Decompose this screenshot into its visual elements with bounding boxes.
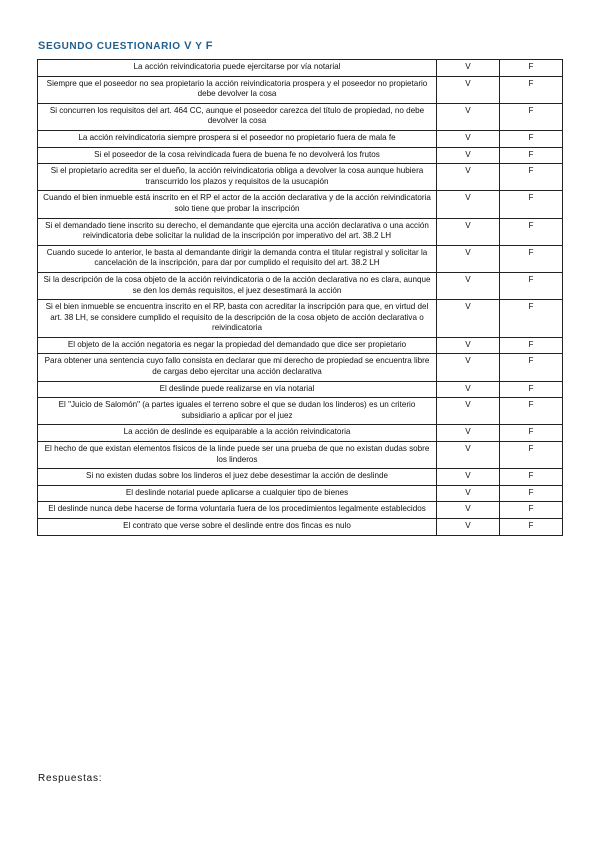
- true-option[interactable]: V: [437, 191, 500, 218]
- question-statement: Para obtener una sentencia cuyo fallo consista en declarar que mi derecho de propiedad se encuentra libre de cargas debo ejercitar una acción declarativa: [38, 354, 437, 381]
- title-f: F: [205, 40, 214, 52]
- question-statement: Si concurren los requisitos del art. 464 CC, aunque el poseedor carezca del título de propiedad, no debe devolver la cosa: [38, 103, 437, 130]
- questionnaire-table: [37, 59, 563, 536]
- false-option[interactable]: F: [500, 147, 563, 164]
- question-statement: El deslinde nunca debe hacerse de forma voluntaria fuera de los procedimientos legalmente establecidos: [38, 502, 437, 519]
- true-option[interactable]: V: [437, 425, 500, 442]
- true-option[interactable]: V: [437, 469, 500, 486]
- false-option[interactable]: F: [500, 337, 563, 354]
- question-statement: La acción reivindicatoria siempre prospera si el poseedor no propietario fuera de mala fe: [38, 130, 437, 147]
- title-v: V: [184, 40, 193, 52]
- question-row: [38, 103, 563, 130]
- question-statement: Siempre que el poseedor no sea propietario la acción reivindicatoria prospera y el poseedor no propietario debe devolver la cosa: [38, 76, 437, 103]
- question-statement: El "Juicio de Salomón" (a partes iguales el terreno sobre el que se dudan los linderos) es un criterio subsidiario a aplicar por el juez: [38, 398, 437, 425]
- question-row: [38, 164, 563, 191]
- true-option[interactable]: V: [437, 272, 500, 299]
- false-option[interactable]: F: [500, 442, 563, 469]
- question-row: [38, 381, 563, 398]
- true-option[interactable]: V: [437, 442, 500, 469]
- true-option[interactable]: V: [437, 398, 500, 425]
- question-statement: La acción de deslinde es equiparable a la acción reivindicatoria: [38, 425, 437, 442]
- true-option[interactable]: V: [437, 76, 500, 103]
- question-row: [38, 354, 563, 381]
- question-statement: Cuando el bien inmueble está inscrito en el RP el actor de la acción declarativa y de la acción reivindicatoria solo tiene que probar la inscripción: [38, 191, 437, 218]
- question-statement: Si el bien inmueble se encuentra inscrito en el RP, basta con acreditar la inscripción para que, en virtud del art. 38 LH, se considere cumplido el requisito de la descripción de la cosa objeto de acción declarativa o reivindicatoria: [38, 300, 437, 338]
- question-statement: Si la descripción de la cosa objeto de la acción reivindicatoria o de la acción declarativa no es clara, aunque se den los demás requisitos, el juez desestimará la acción: [38, 272, 437, 299]
- question-row: [38, 245, 563, 272]
- false-option[interactable]: F: [500, 519, 563, 536]
- title-y: Y: [195, 41, 203, 52]
- question-statement: El deslinde notarial puede aplicarse a cualquier tipo de bienes: [38, 485, 437, 502]
- question-row: [38, 76, 563, 103]
- question-statement: El deslinde puede realizarse en vía notarial: [38, 381, 437, 398]
- question-statement: La acción reivindicatoria puede ejercitarse por vía notarial: [38, 60, 437, 77]
- question-row: [38, 469, 563, 486]
- question-row: [38, 272, 563, 299]
- true-option[interactable]: V: [437, 164, 500, 191]
- true-option[interactable]: V: [437, 300, 500, 338]
- title-initial: S: [38, 40, 46, 52]
- title-text: EGUNDO CUESTIONARIO: [45, 41, 181, 52]
- false-option[interactable]: F: [500, 76, 563, 103]
- true-option[interactable]: V: [437, 354, 500, 381]
- true-option[interactable]: V: [437, 218, 500, 245]
- false-option[interactable]: F: [500, 485, 563, 502]
- false-option[interactable]: F: [500, 300, 563, 338]
- question-row: [38, 425, 563, 442]
- true-option[interactable]: V: [437, 381, 500, 398]
- false-option[interactable]: F: [500, 354, 563, 381]
- question-row: [38, 60, 563, 77]
- true-option[interactable]: V: [437, 337, 500, 354]
- false-option[interactable]: F: [500, 272, 563, 299]
- false-option[interactable]: F: [500, 191, 563, 218]
- question-row: [38, 485, 563, 502]
- question-row: [38, 398, 563, 425]
- false-option[interactable]: F: [500, 469, 563, 486]
- true-option[interactable]: V: [437, 60, 500, 77]
- false-option[interactable]: F: [500, 130, 563, 147]
- question-row: [38, 147, 563, 164]
- true-option[interactable]: V: [437, 502, 500, 519]
- question-row: [38, 502, 563, 519]
- question-statement: Cuando sucede lo anterior, le basta al demandante dirigir la demanda contra el titular registral y solicitar la cancelación de la inscripción, para dar por cumplido el requisito del art. 38.2 LH: [38, 245, 437, 272]
- page-title: [38, 40, 213, 52]
- question-row: [38, 337, 563, 354]
- true-option[interactable]: V: [437, 485, 500, 502]
- true-option[interactable]: V: [437, 130, 500, 147]
- true-option[interactable]: V: [437, 519, 500, 536]
- question-statement: El hecho de que existan elementos físicos de la linde puede ser una prueba de que no existan dudas sobre los linderos: [38, 442, 437, 469]
- questionnaire-body: [38, 60, 563, 536]
- false-option[interactable]: F: [500, 164, 563, 191]
- question-row: [38, 218, 563, 245]
- false-option[interactable]: F: [500, 218, 563, 245]
- question-statement: Si no existen dudas sobre los linderos el juez debe desestimar la acción de deslinde: [38, 469, 437, 486]
- answers-label: Respuestas:: [38, 773, 103, 784]
- question-statement: Si el poseedor de la cosa reivindicada fuera de buena fe no devolverá los frutos: [38, 147, 437, 164]
- true-option[interactable]: V: [437, 103, 500, 130]
- false-option[interactable]: F: [500, 502, 563, 519]
- question-statement: El objeto de la acción negatoria es negar la propiedad del demandado que dice ser propietario: [38, 337, 437, 354]
- false-option[interactable]: F: [500, 425, 563, 442]
- false-option[interactable]: F: [500, 398, 563, 425]
- true-option[interactable]: V: [437, 147, 500, 164]
- question-row: [38, 442, 563, 469]
- question-row: [38, 300, 563, 338]
- false-option[interactable]: F: [500, 103, 563, 130]
- false-option[interactable]: F: [500, 60, 563, 77]
- question-row: [38, 130, 563, 147]
- false-option[interactable]: F: [500, 381, 563, 398]
- false-option[interactable]: F: [500, 245, 563, 272]
- question-row: [38, 191, 563, 218]
- question-row: [38, 519, 563, 536]
- question-statement: Si el demandado tiene inscrito su derecho, el demandante que ejercita una acción declarativa o una acción reivindicatoria debe solicitar la nulidad de la inscripción por imperativo del art. 38.2 LH: [38, 218, 437, 245]
- question-statement: Si el propietario acredita ser el dueño, la acción reivindicatoria obliga a devolver la cosa aunque hubiera transcurrido los plazos y requisitos de la usucapión: [38, 164, 437, 191]
- question-statement: El contrato que verse sobre el deslinde entre dos fincas es nulo: [38, 519, 437, 536]
- true-option[interactable]: V: [437, 245, 500, 272]
